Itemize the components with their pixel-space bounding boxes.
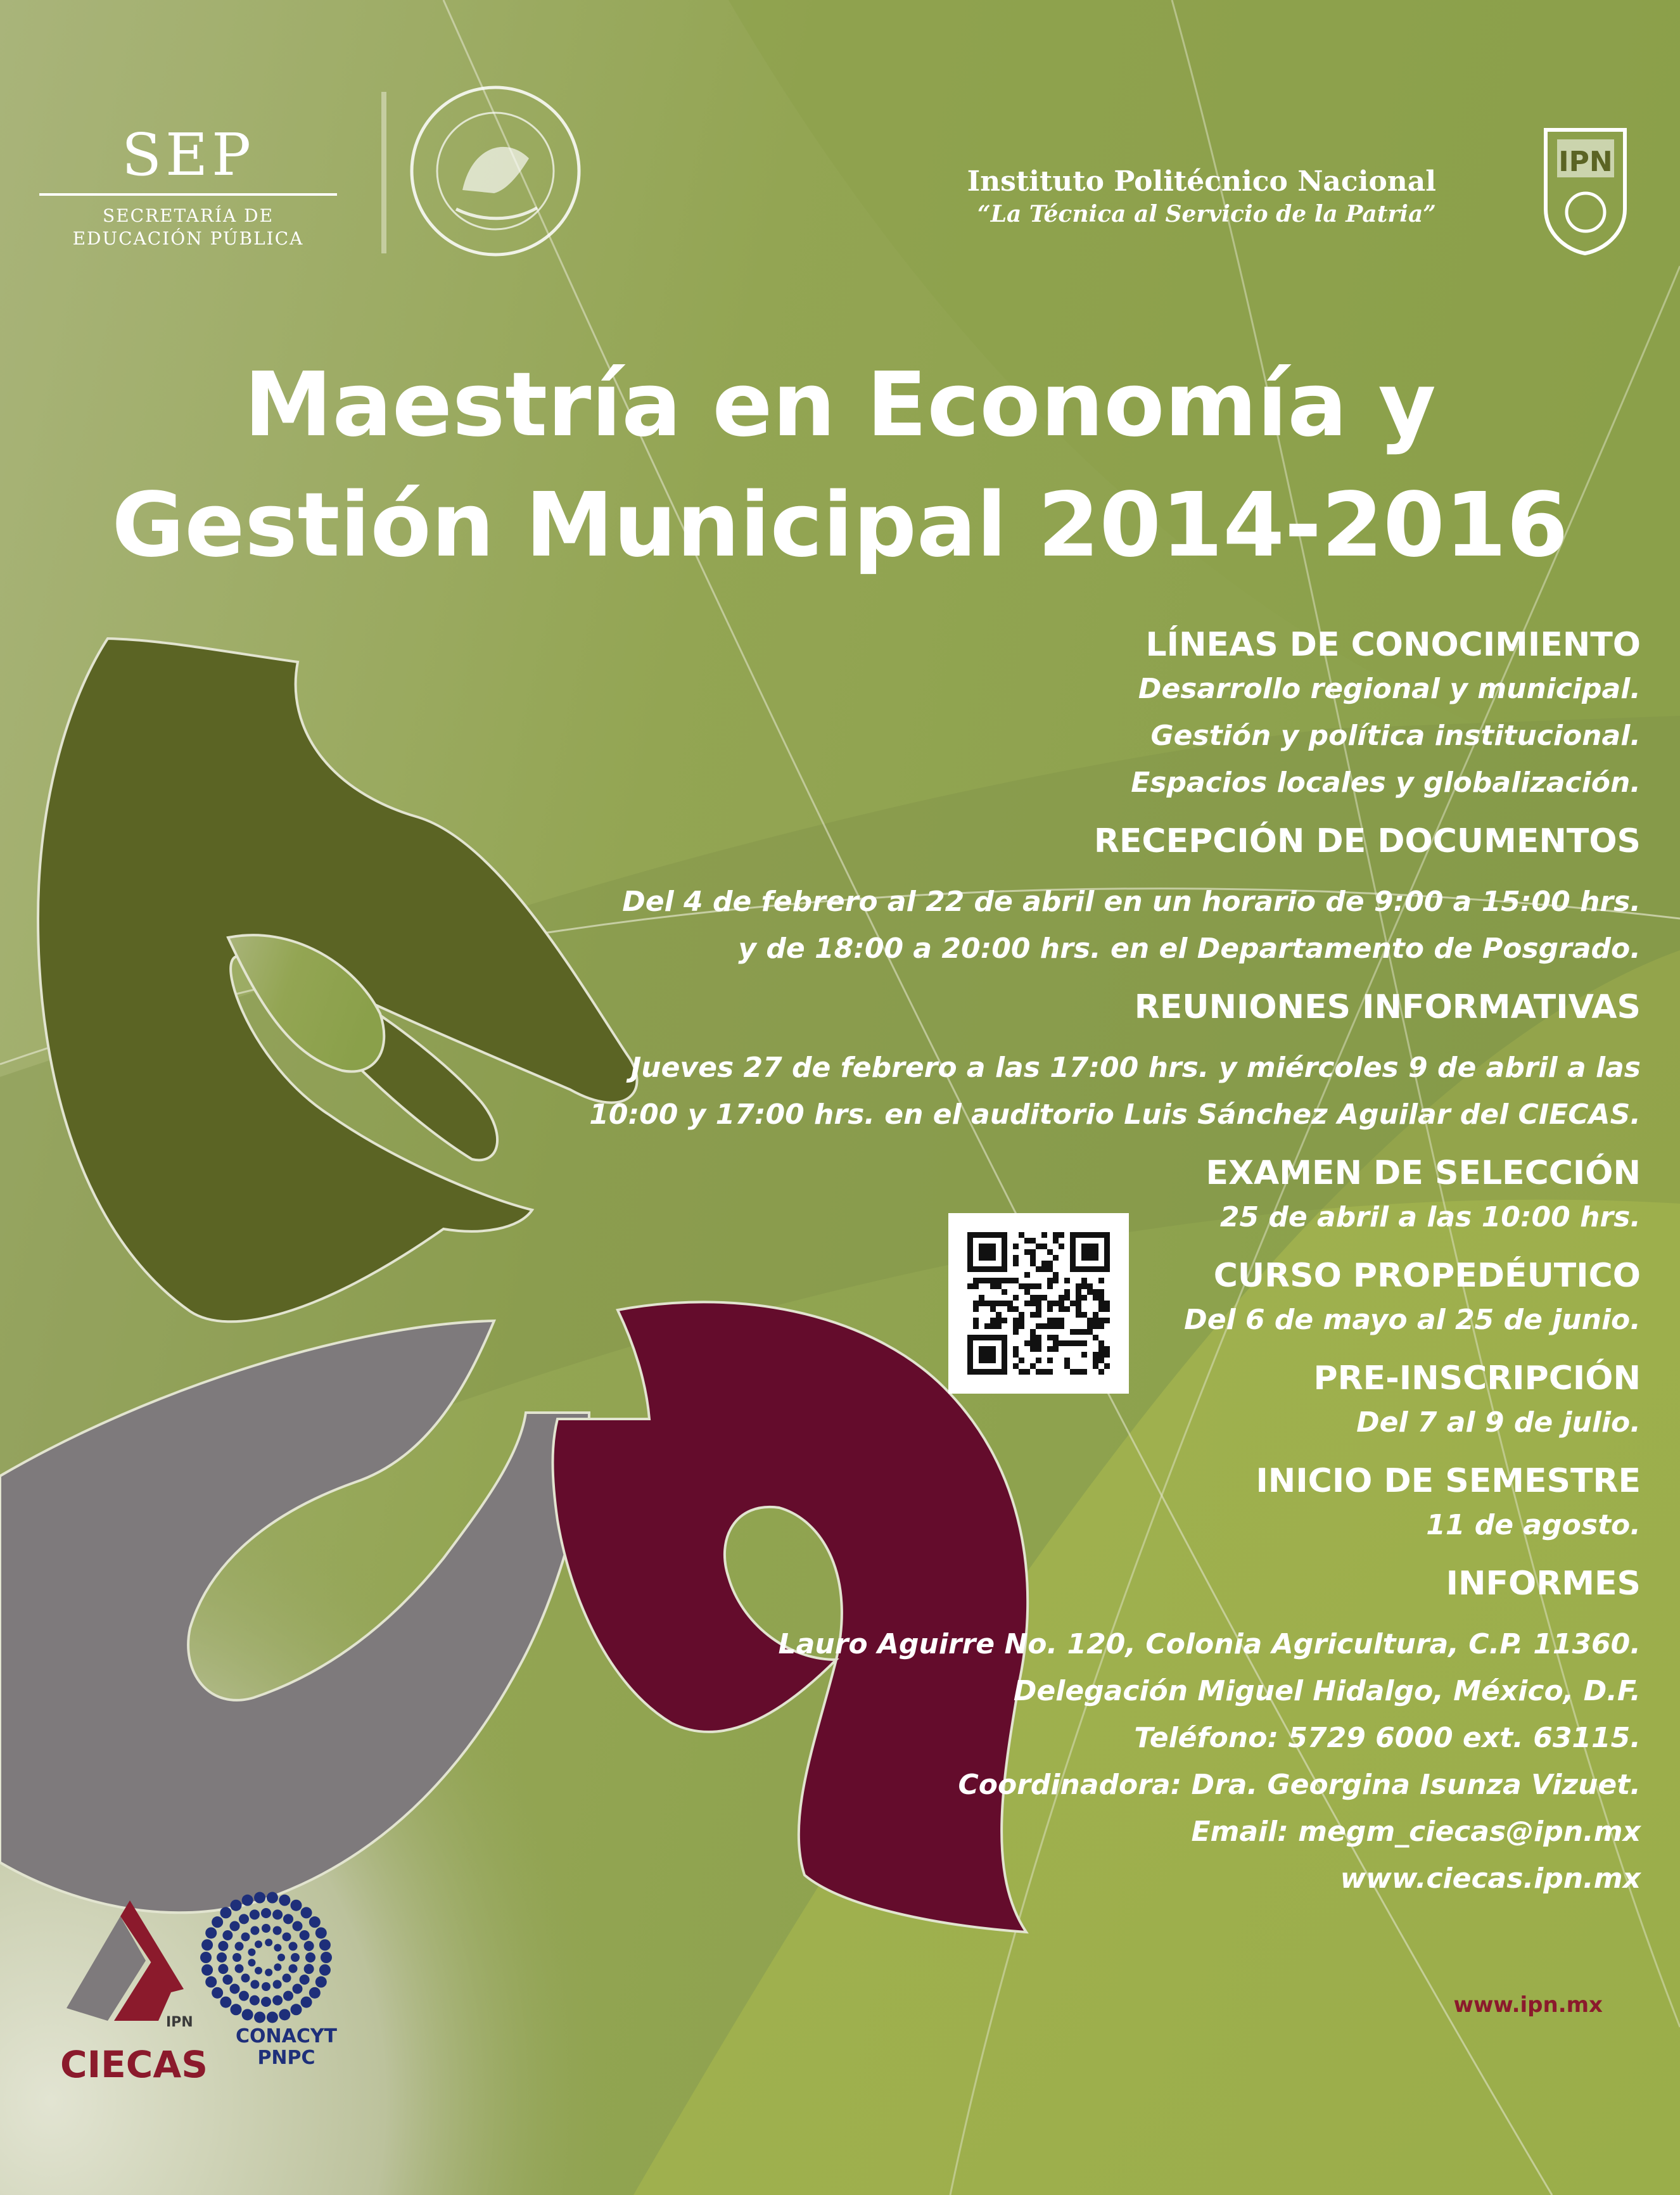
- informes-delegacion: Delegación Miguel Hidalgo, México, D.F.: [1013, 1675, 1641, 1707]
- informes-phone: Teléfono: 5729 6000 ext. 63115.: [1134, 1722, 1641, 1754]
- conacyt-label: [223, 2026, 350, 2069]
- sep-subtitle-line2: EDUCACIÓN PÚBLICA: [72, 228, 304, 249]
- ipn-name: Instituto Politécnico Nacional: [967, 165, 1436, 198]
- lineas-item: Desarrollo regional y municipal.: [1138, 673, 1641, 705]
- preinscripcion-text: Del 7 al 9 de julio.: [1356, 1406, 1641, 1439]
- reuniones-line: Jueves 27 de febrero a las 17:00 hrs. y miércoles 9 de abril a las: [630, 1052, 1641, 1084]
- inicio-heading: INICIO DE SEMESTRE: [1256, 1462, 1641, 1500]
- recepcion-line: y de 18:00 a 20:00 hrs. en el Departamento de Posgrado.: [738, 932, 1641, 965]
- conacyt-line1: CONACYT: [235, 2025, 338, 2047]
- examen-text: 25 de abril a las 10:00 hrs.: [1219, 1201, 1641, 1233]
- page-title: [0, 345, 1680, 586]
- sep-rule: [39, 193, 337, 196]
- informes-heading: INFORMES: [1446, 1565, 1641, 1603]
- sep-subtitle-line1: SECRETARÍA DE: [102, 205, 274, 226]
- lineas-item: Espacios locales y globalización.: [1131, 767, 1641, 799]
- recepcion-line: Del 4 de febrero al 22 de abril en un horario de 9:00 a 15:00 hrs.: [622, 886, 1641, 918]
- recepcion-heading: RECEPCIÓN DE DOCUMENTOS: [1093, 822, 1641, 860]
- informes-address: Lauro Aguirre No. 120, Colonia Agricultura, C.P. 11360.: [778, 1628, 1641, 1660]
- preinscripcion-heading: PRE-INSCRIPCIÓN: [1313, 1359, 1641, 1397]
- ipn-motto: “La Técnica al Servicio de la Patria”: [977, 201, 1436, 227]
- informes-coordinator: Coordinadora: Dra. Georgina Isunza Vizuet.: [958, 1769, 1641, 1801]
- curso-heading: CURSO PROPEDÉUTICO: [1213, 1257, 1641, 1295]
- conacyt-line2: PNPC: [257, 2047, 315, 2069]
- lineas-item: Gestión y política institucional.: [1150, 720, 1641, 752]
- mexican-coat-of-arms-icon: [412, 87, 579, 255]
- qr-code-icon[interactable]: [948, 1213, 1129, 1394]
- examen-heading: EXAMEN DE SELECCIÓN: [1206, 1154, 1641, 1192]
- informes-email[interactable]: Email: megm_ciecas@ipn.mx: [1191, 1816, 1641, 1848]
- reuniones-heading: REUNIONES INFORMATIVAS: [1134, 988, 1641, 1026]
- sep-name: SEP: [121, 121, 255, 189]
- reuniones-line: 10:00 y 17:00 hrs. en el auditorio Luis Sánchez Aguilar del CIECAS.: [589, 1098, 1641, 1131]
- ipn-logo-text: [967, 165, 1436, 229]
- sep-logo: [39, 121, 337, 250]
- svg-text:IPN: IPN: [1558, 146, 1613, 178]
- qr-code-graphic: [948, 1213, 1129, 1394]
- title-line2: Gestión Municipal 2014-2016: [111, 474, 1569, 577]
- informes-website[interactable]: www.ciecas.ipn.mx: [1340, 1862, 1641, 1895]
- ipn-website-link[interactable]: www.ipn.mx: [1453, 1992, 1603, 2018]
- inicio-text: 11 de agosto.: [1426, 1509, 1641, 1541]
- title-line1: Maestría en Economía y: [244, 353, 1436, 457]
- lineas-heading: LÍNEAS DE CONOCIMIENTO: [1145, 626, 1641, 664]
- header-divider: [381, 92, 386, 253]
- ciecas-ipn-label: IPN: [166, 2014, 193, 2030]
- curso-text: Del 6 de mayo al 25 de junio.: [1184, 1304, 1641, 1336]
- ciecas-label: CIECAS: [60, 2043, 208, 2086]
